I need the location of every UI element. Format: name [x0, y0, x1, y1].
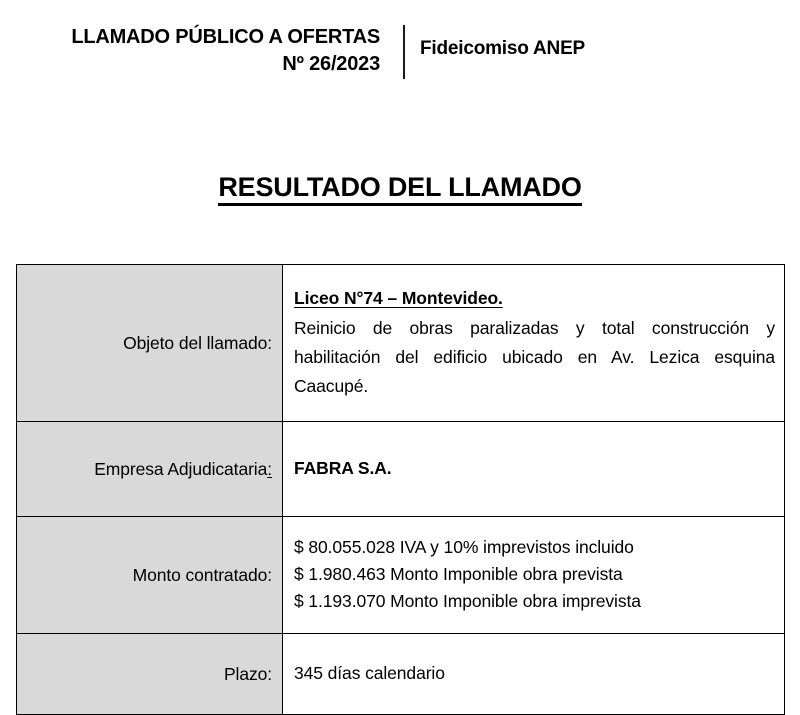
table-row — [17, 422, 785, 517]
row-label-empresa-text: Empresa Adjudicataria — [94, 458, 268, 479]
objeto-paragraph: Reinicio de obras paralizadas y total construcción y habilitación del edificio ubicado en Av. Lezica esquina Caacupé. — [294, 317, 775, 396]
row-value-objeto — [283, 265, 785, 422]
monto-line: $ 1.980.463 Monto Imponible obra prevista — [294, 563, 623, 584]
row-label-empresa — [17, 422, 283, 517]
row-label-objeto: Objeto del llamado: — [17, 265, 283, 422]
row-label-monto: Monto contratado: — [17, 517, 283, 634]
monto-line: $ 1.193.070 Monto Imponible obra imprevista — [294, 590, 641, 611]
call-title-line1: LLAMADO PÚBLICO A OFERTAS — [71, 26, 380, 48]
monto-lines — [294, 534, 775, 615]
document-header — [0, 0, 800, 100]
call-title-block — [40, 24, 380, 78]
row-value-monto — [283, 517, 785, 634]
header-divider — [403, 25, 405, 79]
entity-name: Fideicomiso ANEP — [420, 38, 586, 59]
table-row — [17, 517, 785, 634]
page-title — [0, 172, 800, 203]
objeto-heading: Liceo N°74 – Montevideo. — [294, 287, 503, 308]
table-row — [17, 634, 785, 715]
table-row — [17, 265, 785, 422]
row-label-plazo: Plazo: — [17, 634, 283, 715]
result-table — [16, 264, 785, 715]
empresa-name: FABRA S.A. — [294, 458, 392, 478]
row-value-empresa — [283, 422, 785, 517]
monto-line: $ 80.055.028 IVA y 10% imprevistos incluido — [294, 536, 634, 557]
page-title-text: RESULTADO DEL LLAMADO — [218, 172, 581, 206]
row-value-plazo: 345 días calendario — [283, 634, 785, 715]
row-label-empresa-colon: : — [267, 458, 272, 479]
call-number-line: Nº 26/2023 — [282, 53, 380, 75]
